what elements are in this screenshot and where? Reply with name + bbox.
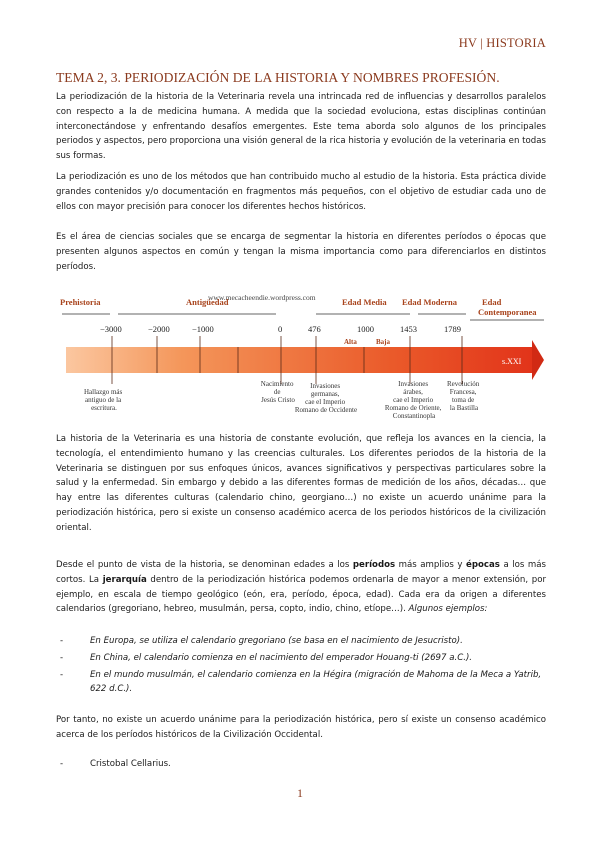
list-dash: - <box>60 759 64 769</box>
event-captions <box>84 380 481 420</box>
event-line: la Bastilla <box>449 404 479 412</box>
event-line: Invasiones <box>398 380 429 388</box>
text-run: más amplios y <box>395 560 467 570</box>
event-line: árabes, <box>403 388 423 396</box>
sub-baja: Baja <box>376 338 390 346</box>
history-timeline-figure <box>58 288 544 420</box>
event-writing <box>84 388 124 412</box>
page-header: HV | HISTORIA <box>458 36 546 50</box>
year-label: −2000 <box>148 324 170 334</box>
year-label: 1000 <box>357 324 374 334</box>
list-item <box>56 651 546 666</box>
text-run: dentro de la periodización histórica podemos ordenarla de mayor a menor extensión, por ejemplo, en escala de tiempo geológico (eón, era, período, época, edad). Cada era da origen a diferentes calendarios (gregoriano, hebreo, musulmán, persa, copto, indio, chino, etíope…). <box>56 574 546 615</box>
year-label: −1000 <box>192 324 214 334</box>
bold-term-periodos: períodos <box>352 560 396 570</box>
event-line: Jesús Cristo <box>261 396 295 404</box>
age-antiguedad: Antigüedad <box>186 297 229 307</box>
event-line: Romano de Occidente <box>294 406 358 414</box>
year-label: 1789 <box>444 324 461 334</box>
paragraph-social-sciences: Es el área de ciencias sociales que se encarga de segmentar la historia en diferentes períodos o épocas que presenten algunos aspectos en común y tengan la misma importancia como para diferenciarlos en distintos períodos. <box>56 232 546 272</box>
event-line: toma de <box>451 396 475 404</box>
list-item-text: Cristobal Cellarius. <box>90 759 171 769</box>
authors-list <box>56 757 546 774</box>
paragraph-veterinary-history: La historia de la Veterinaria es una historia de constante evolución, que refleja los avances en la ciencia, la tecnología, el entendimiento humano y las creencias culturales. Los diferentes periodos de la historia de la Veterinaria se distinguen por sus enfoques únicos, avances significativos y perspectivas particulares sobre la salud y la enfermedad. Sin embargo y debido a las diferentes formas de medición de los años, décadas… que hay entre las diferentes culturas (calendario chino, georgiano…) no existe un acuerdo unánime para la periodización histórica, pero si existe un consenso académico acerca de los periodos históricos de la civilización oriental. <box>56 434 546 533</box>
event-eastern-rome <box>385 380 443 420</box>
list-item <box>56 757 546 772</box>
event-line: Nacimiento <box>260 380 294 388</box>
event-western-rome <box>295 382 357 414</box>
sub-alta: Alta <box>344 338 357 346</box>
event-line: Revolución <box>446 380 480 388</box>
event-line: Hallazgo más <box>83 388 123 396</box>
year-label: 0 <box>278 324 283 334</box>
event-line: de <box>273 388 281 396</box>
timeline-website: www.mecacheendie.wordpress.com <box>208 293 316 302</box>
paragraph-conclusion: Por tanto, no existe un acuerdo unánime para la periodización histórica, pero sí existe un consenso académico acerca de los períodos históricos de la Civilización Occidental. <box>56 715 546 740</box>
paragraph-ages-epochs <box>56 558 546 617</box>
age-edad-media: Edad Media <box>342 297 387 307</box>
event-french-revolution <box>447 380 481 412</box>
event-line: Invasiones <box>310 382 341 390</box>
list-item-text: En el mundo musulmán, el calendario comienza en la Hégira (migración de Mahoma de la Meca a Yatrib, 622 d.C.). <box>90 669 542 695</box>
event-jesus <box>261 380 296 404</box>
age-contemporanea: Contemporanea <box>478 307 537 317</box>
event-line: escritura. <box>91 404 117 412</box>
period-span-arrows <box>62 314 544 320</box>
year-label: 1453 <box>400 324 417 334</box>
paragraph-periodization: La periodización es uno de los métodos que han contribuido mucho al estudio de la historia. Esta práctica divide grandes contenidos y/o documentación en fragmentos más pequeños, con el objetivo de estudiar cada uno de ellos con mayor precisión para conocer los diferentes hechos históricos. <box>56 172 546 212</box>
list-dash: - <box>60 636 64 646</box>
bold-term-jerarquia: jerarquía <box>102 574 147 585</box>
list-item <box>56 668 546 698</box>
event-line: Francesa, <box>449 388 477 396</box>
event-line: Romano de Oriente, <box>384 404 442 412</box>
year-label: −3000 <box>100 324 122 334</box>
timeline-arrow-label: s.XXI <box>502 357 522 366</box>
year-label: 476 <box>308 324 321 334</box>
calendar-examples-list <box>56 634 546 699</box>
list-item-text: En China, el calendario comienza en el nacimiento del emperador Houang-ti (2697 a.C.). <box>90 652 473 663</box>
page-number: 1 <box>297 786 303 800</box>
age-edad: Edad <box>482 297 502 307</box>
event-line: cae el Imperio <box>305 398 346 406</box>
list-dash: - <box>60 669 64 680</box>
list-item <box>56 634 546 649</box>
timeline-arrowhead <box>532 340 544 380</box>
age-edad-moderna: Edad Moderna <box>402 297 458 307</box>
event-line: germanas, <box>310 390 340 398</box>
event-line: Constantinopla <box>392 412 436 420</box>
list-dash: - <box>60 652 64 663</box>
year-labels <box>100 324 461 334</box>
page-title: TEMA 2, 3. PERIODIZACIÓN DE LA HISTORIA Y NOMBRES PROFESIÓN. <box>56 70 500 85</box>
list-item-text: En Europa, se utiliza el calendario gregoriano (se basa en el nacimiento de Jesucristo). <box>90 636 463 646</box>
paragraph-intro: La periodización de la historia de la Veterinaria revela una intrincada red de influencias y desarrollos paralelos con respecto a la de medicina humana. A medida que la sociedad evoluciona, estas disciplinas continúan interconectándose y enfrentando desafíos emergentes. Este tema aborda solo algunos de los principales periodos y aspectos, pero proporciona una visión general de la rica historia y evolución de la veterinaria en todas sus formas. <box>56 92 546 162</box>
bold-term-epocas: épocas <box>466 560 500 570</box>
text-run: a los más cortos. La <box>56 560 546 585</box>
examples-intro: Algunos ejemplos: <box>408 604 488 615</box>
text-run: Desde el punto de vista de la historia, se denominan edades a los <box>56 560 353 570</box>
event-line: cae el Imperio <box>393 396 434 404</box>
age-prehistoria: Prehistoria <box>60 297 101 307</box>
event-line: antiguo de la <box>85 396 122 404</box>
